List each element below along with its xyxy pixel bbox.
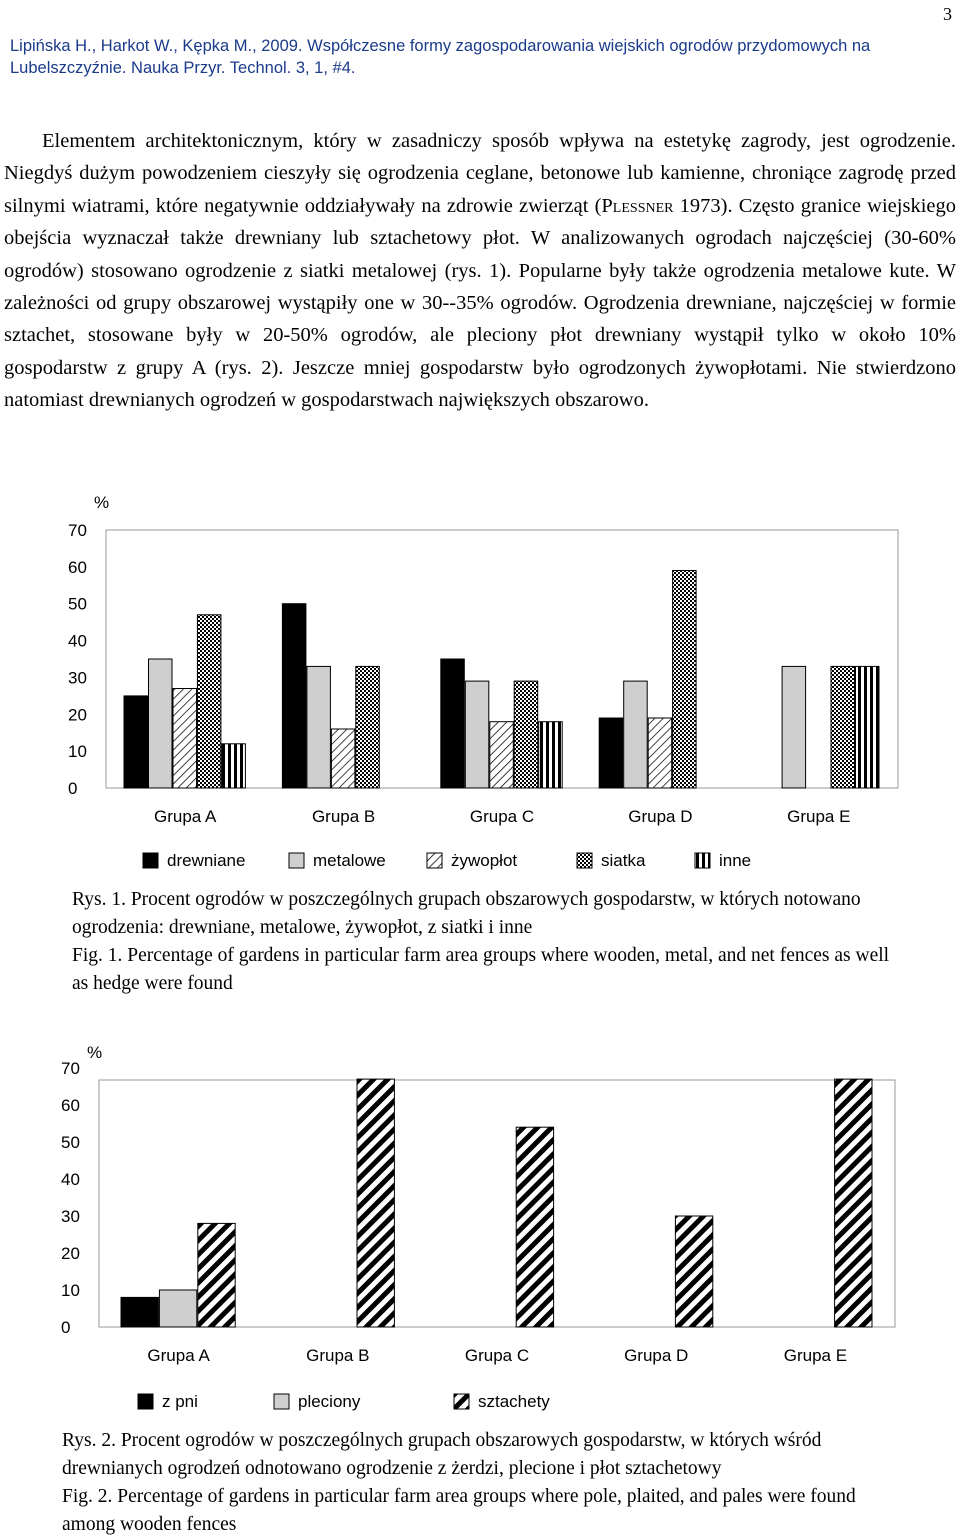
y-tick-label: 60 <box>61 1096 80 1115</box>
category-label-grupa-a: Grupa A <box>147 1346 210 1365</box>
legend-label-siatka: siatka <box>601 851 646 870</box>
bar-z-pni-grupa-a <box>121 1297 158 1327</box>
bar-sztachety-grupa-d <box>675 1216 712 1327</box>
figure-2-chart <box>0 1025 960 1425</box>
figure-2-caption-en: Fig. 2. Percentage of gardens in particular farm area groups where pole, plaited, and pales were found among wooden fences <box>62 1486 856 1535</box>
y-axis-label: % <box>94 493 110 512</box>
y-tick-label: 10 <box>61 1281 80 1300</box>
legend-label-metalowe: metalowe <box>313 851 386 870</box>
figure-1-svg <box>0 490 960 880</box>
legend-swatch-drewniane <box>143 853 158 868</box>
category-label-grupa-c: Grupa C <box>469 807 535 826</box>
y-tick-label: 0 <box>61 1318 71 1337</box>
legend-swatch-sztachety <box>454 1394 469 1409</box>
bar-sztachety-grupa-e <box>835 1079 872 1327</box>
legend-swatch-pleciony <box>274 1394 289 1409</box>
category-label-grupa-d: Grupa D <box>628 807 693 826</box>
category-label-grupa-d: Grupa D <box>624 1346 689 1365</box>
body-paragraph <box>4 125 956 417</box>
category-label-grupa-a: Grupa A <box>154 807 217 826</box>
bar-drewniane-grupa-a <box>124 696 148 788</box>
bar-zywoplot-grupa-a <box>173 689 197 789</box>
y-axis-label: % <box>87 1043 103 1062</box>
bar-zywoplot-grupa-b <box>331 729 355 788</box>
legend-swatch-zywoplot <box>427 853 442 868</box>
bar-inne-grupa-a <box>222 744 246 788</box>
bar-metalowe-grupa-b <box>307 666 331 788</box>
y-tick-label: 0 <box>68 779 78 798</box>
bar-drewniane-grupa-d <box>599 718 623 788</box>
legend-label-zywoplot: żywopłot <box>451 851 518 870</box>
y-tick-label: 20 <box>61 1244 80 1263</box>
bar-siatka-grupa-c <box>514 681 538 788</box>
figure-1-caption-en: Fig. 1. Percentage of gardens in particular farm area groups where wooden, metal, and net fences as well as hedge were found <box>72 945 890 994</box>
legend-label-sztachety: sztachety <box>478 1392 550 1411</box>
legend-label-pleciony: pleciony <box>298 1392 361 1411</box>
y-tick-label: 70 <box>68 521 87 540</box>
legend-swatch-siatka <box>577 853 592 868</box>
bar-siatka-grupa-d <box>673 571 697 789</box>
y-tick-label: 50 <box>68 594 87 614</box>
bar-drewniane-grupa-b <box>282 604 306 788</box>
legend-label-z-pni: z pni <box>162 1392 198 1411</box>
figure-1-caption <box>72 886 892 998</box>
category-label-grupa-e: Grupa E <box>783 1346 848 1365</box>
category-label-grupa-b: Grupa B <box>306 1346 370 1365</box>
bar-sztachety-grupa-c <box>516 1127 553 1327</box>
bar-sztachety-grupa-b <box>357 1079 394 1327</box>
legend-swatch-z-pni <box>138 1394 153 1409</box>
citation-header: Lipińska H., Harkot W., Kępka M., 2009. Współczesne formy zagospodarowania wiejskich ogrodów przydomowych na Lubelszczyźnie. Nauka Przyr. Technol. 3, 1, #4. <box>10 37 871 77</box>
y-tick-label: 40 <box>61 1170 80 1189</box>
bar-pleciony-grupa-a <box>159 1290 196 1327</box>
legend-swatch-inne <box>695 853 710 868</box>
y-tick-label: 30 <box>68 668 87 688</box>
bar-siatka-grupa-b <box>356 666 380 788</box>
bar-inne-grupa-c <box>539 722 563 788</box>
paragraph-text-b: 1973). Często granice wiejskiego obejścia wyznaczał także drewniany lub sztachetowy płot. W analizowanych ogrodach najczęściej (30-60% ogrodów) stosowano ogrodzenie z siatki metalowej (rys. 1). Popularne były także ogrodzenia metalowe kute. W zależności od grupy obszarowej wystąpiły one w 30--35% ogrodów. Ogrodzenia drewniane, najczęściej w formie sztachet, stosowane były w 20-50% ogrodów, ale pleciony płot drewniany wystąpił tylko w około 10% gospodarstw z grupy A (rys. 2). Jeszcze mniej gospodarstw było ogrodzonych żywopłotami. Nie stwierdzono natomiast drewnianych ogrodzeń w gospodarstwach największych obszarowo. <box>4 194 956 412</box>
category-label-grupa-b: Grupa B <box>311 807 376 826</box>
bar-metalowe-grupa-a <box>149 659 173 788</box>
bar-metalowe-grupa-c <box>465 681 489 788</box>
bar-drewniane-grupa-c <box>441 659 465 788</box>
bar-metalowe-grupa-e <box>782 666 806 788</box>
legend-label-inne: inne <box>719 851 752 870</box>
bar-zywoplot-grupa-d <box>648 718 672 788</box>
y-tick-label: 10 <box>68 742 87 762</box>
y-tick-label: 50 <box>61 1133 80 1152</box>
figure-2-svg <box>0 1025 960 1425</box>
figure-1-chart <box>0 490 960 880</box>
legend-label-drewniane: drewniane <box>167 851 246 870</box>
y-tick-label: 70 <box>61 1059 80 1078</box>
legend-swatch-metalowe <box>289 853 304 868</box>
y-tick-label: 20 <box>68 705 87 725</box>
figure-2-caption <box>62 1427 902 1539</box>
bar-metalowe-grupa-d <box>624 681 648 788</box>
figure-2-caption-pl: Rys. 2. Procent ogrodów w poszczególnych grupach obszarowych gospodarstw, w których wśród drewnianych ogrodzeń odnotowano ogrodzenie z żerdzi, plecione i płot sztachetowy <box>62 1430 822 1479</box>
y-tick-label: 30 <box>61 1207 80 1226</box>
bar-siatka-grupa-e <box>831 666 855 788</box>
page-number: 3 <box>943 4 952 24</box>
bar-inne-grupa-e <box>856 666 880 788</box>
y-tick-label: 40 <box>68 631 87 651</box>
bar-siatka-grupa-a <box>197 615 221 788</box>
bar-sztachety-grupa-a <box>198 1223 235 1327</box>
paragraph-text-a: Elementem architektonicznym, który w zasadniczy sposób wpływa na estetykę zagrody, jest ogrodzenie. Niegdyś dużym powodzeniem cieszyły się ogrodzenia ceglane, betonowe lub kamienne, chroniące zagrodę przed silnymi wiatrami, które negatywnie oddziaływały na zdrowie zwierząt ( <box>4 130 956 217</box>
bar-zywoplot-grupa-c <box>490 722 514 788</box>
y-tick-label: 60 <box>68 557 87 577</box>
category-label-grupa-c: Grupa C <box>464 1346 530 1365</box>
category-label-grupa-e: Grupa E <box>787 807 851 826</box>
cited-author: Plessner <box>601 194 674 217</box>
figure-1-caption-pl: Rys. 1. Procent ogrodów w poszczególnych grupach obszarowych gospodarstw, w których notowano ogrodzenia: drewniane, metalowe, żywopłot, z siatki i inne <box>72 889 861 938</box>
